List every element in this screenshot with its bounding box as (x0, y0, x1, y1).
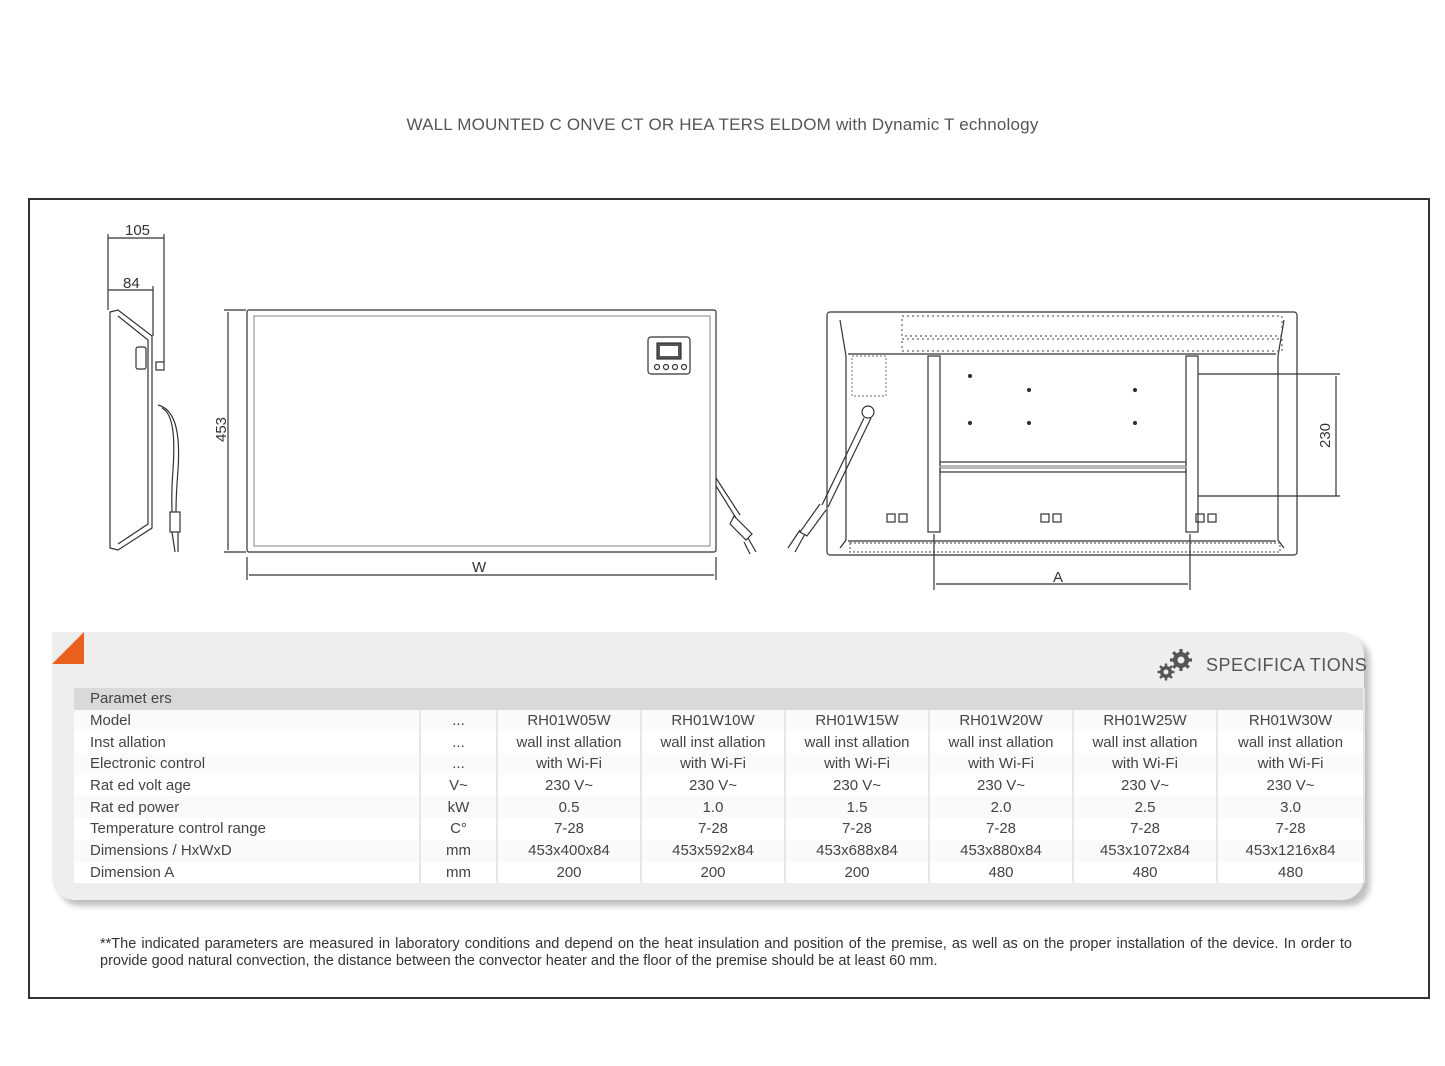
value-cell: 453x400x84 (497, 840, 641, 862)
value-cell: RH01W05W (497, 710, 641, 732)
value-cell: 200 (497, 862, 641, 884)
table-row (74, 710, 1364, 732)
value-cell: RH01W30W (1217, 710, 1364, 732)
value-cell: with Wi-Fi (1217, 753, 1364, 775)
param-name-cell: Inst allation (74, 731, 420, 753)
param-name-cell: Model (74, 710, 420, 732)
parameters-header: Paramet ers (74, 688, 1364, 710)
side-view-drawing (110, 310, 180, 552)
specifications-table (74, 688, 1365, 883)
unit-cell: ... (420, 710, 497, 732)
dim-a-label: A (1053, 569, 1064, 586)
value-cell: 7-28 (785, 818, 929, 840)
back-view-drawing (788, 312, 1297, 555)
table-row (74, 818, 1364, 840)
value-cell: 230 V~ (929, 775, 1073, 797)
value-cell: 1.0 (641, 796, 785, 818)
unit-cell: C° (420, 818, 497, 840)
value-cell: wall inst allation (785, 731, 929, 753)
front-view-drawing (247, 310, 756, 554)
value-cell: 7-28 (1217, 818, 1364, 840)
value-cell: 200 (641, 862, 785, 884)
param-name-cell: Rat ed power (74, 796, 420, 818)
value-cell: wall inst allation (641, 731, 785, 753)
value-cell: 453x688x84 (785, 840, 929, 862)
page-title: WALL MOUNTED C ONVE CT OR HEA TERS ELDOM with Dynamic T echnology (406, 115, 1039, 134)
value-cell: wall inst allation (1073, 731, 1217, 753)
value-cell: 230 V~ (1217, 775, 1364, 797)
unit-cell: ... (420, 731, 497, 753)
param-name-cell: Temperature control range (74, 818, 420, 840)
value-cell: RH01W25W (1073, 710, 1217, 732)
value-cell: 453x1216x84 (1217, 840, 1364, 862)
value-cell: wall inst allation (1217, 731, 1364, 753)
value-cell: 7-28 (929, 818, 1073, 840)
value-cell: with Wi-Fi (929, 753, 1073, 775)
footnote: **The indicated parameters are measured in laboratory conditions and depend on the heat insulation and position of the premise, as well as on the proper installation of the device. In order to provide good natural convection, the distance between the convector heater and the floor of the premise should be at least 60 mm. (100, 936, 1352, 969)
dim-w-label: W (472, 559, 487, 576)
param-name-cell: Rat ed volt age (74, 775, 420, 797)
value-cell: 453x880x84 (929, 840, 1073, 862)
value-cell: with Wi-Fi (1073, 753, 1217, 775)
specifications-title: SPECIFICA TIONS (1206, 654, 1368, 675)
value-cell: with Wi-Fi (641, 753, 785, 775)
table-row (74, 753, 1364, 775)
table-row (74, 862, 1364, 884)
table-row (74, 796, 1364, 818)
value-cell: RH01W20W (929, 710, 1073, 732)
orange-corner-accent (52, 632, 84, 664)
dim-453-label: 453 (213, 416, 230, 442)
value-cell: with Wi-Fi (497, 753, 641, 775)
unit-cell: mm (420, 840, 497, 862)
value-cell: 7-28 (1073, 818, 1217, 840)
dim-230-label: 230 (1317, 422, 1334, 448)
dim-84-label: 84 (123, 275, 140, 292)
table-row (74, 840, 1364, 862)
value-cell: 480 (1073, 862, 1217, 884)
value-cell: 453x592x84 (641, 840, 785, 862)
value-cell: wall inst allation (497, 731, 641, 753)
unit-cell: kW (420, 796, 497, 818)
unit-cell: ... (420, 753, 497, 775)
value-cell: wall inst allation (929, 731, 1073, 753)
value-cell: 2.0 (929, 796, 1073, 818)
value-cell: 230 V~ (497, 775, 641, 797)
value-cell: RH01W10W (641, 710, 785, 732)
table-row (74, 731, 1364, 753)
value-cell: 0.5 (497, 796, 641, 818)
param-name-cell: Electronic control (74, 753, 420, 775)
value-cell: 480 (929, 862, 1073, 884)
value-cell: RH01W15W (785, 710, 929, 732)
value-cell: 230 V~ (641, 775, 785, 797)
dim-105-label: 105 (125, 222, 151, 239)
param-name-cell: Dimensions / HxWxD (74, 840, 420, 862)
value-cell: 1.5 (785, 796, 929, 818)
value-cell: 7-28 (497, 818, 641, 840)
param-name-cell: Dimension A (74, 862, 420, 884)
unit-cell: V~ (420, 775, 497, 797)
value-cell: 3.0 (1217, 796, 1364, 818)
value-cell: 7-28 (641, 818, 785, 840)
value-cell: with Wi-Fi (785, 753, 929, 775)
value-cell: 200 (785, 862, 929, 884)
table-row (74, 775, 1364, 797)
table-header-row (74, 688, 1364, 710)
gears-icon (1156, 647, 1196, 683)
value-cell: 453x1072x84 (1073, 840, 1217, 862)
value-cell: 230 V~ (1073, 775, 1217, 797)
value-cell: 230 V~ (785, 775, 929, 797)
unit-cell: mm (420, 862, 497, 884)
specifications-heading (1156, 647, 1367, 683)
value-cell: 480 (1217, 862, 1364, 884)
value-cell: 2.5 (1073, 796, 1217, 818)
